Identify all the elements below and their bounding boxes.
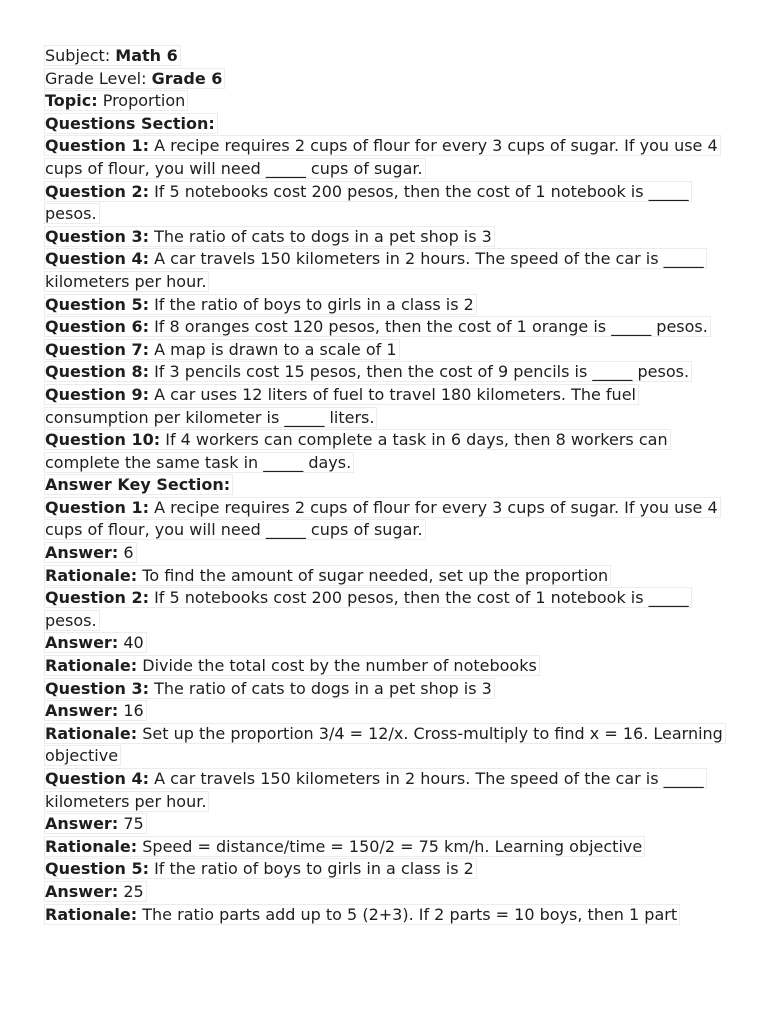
answer-label: Answer: — [45, 633, 119, 653]
rationale-text: To find the amount of sugar needed, set up the proportion — [142, 565, 609, 585]
answer-label: Answer: — [45, 701, 119, 721]
question-item — [45, 316, 735, 339]
question-item — [45, 384, 735, 429]
questions-list — [45, 135, 735, 474]
topic-line — [45, 90, 735, 113]
question-label: Question 3: — [45, 678, 149, 698]
question-label: Question 1: — [45, 497, 149, 517]
answer-value: 16 — [123, 701, 144, 721]
rationale-line — [45, 836, 735, 859]
answer-key-question — [45, 497, 735, 542]
rationale-line — [45, 565, 735, 588]
question-label: Question 5: — [45, 294, 149, 314]
rationale-text: Speed = distance/time = 150/2 = 75 km/h. Learning objective — [142, 836, 643, 856]
answer-key-title: Answer Key Section: — [45, 475, 231, 495]
rationale-line — [45, 904, 735, 927]
answer-label: Answer: — [45, 814, 119, 834]
question-label: Question 2: — [45, 588, 149, 608]
question-text: If the ratio of boys to girls in a class is 2 — [154, 859, 474, 879]
rationale-text: Divide the total cost by the number of notebooks — [142, 656, 537, 676]
question-text: If 4 workers can complete a task in 6 days, then 8 workers can complete the same task in _____ days. — [45, 430, 668, 472]
question-text: A map is drawn to a scale of 1 — [154, 339, 397, 359]
question-text: A car uses 12 liters of fuel to travel 180 kilometers. The fuel consumption per kilometer is _____ liters. — [45, 384, 636, 427]
answer-key-question — [45, 678, 735, 701]
rationale-label: Rationale: — [45, 836, 138, 856]
rationale-label: Rationale: — [45, 904, 138, 924]
subject-value: Math 6 — [115, 46, 178, 65]
answer-value: 40 — [123, 633, 144, 653]
answer-line — [45, 542, 735, 565]
question-label: Question 4: — [45, 249, 149, 269]
answer-line — [45, 813, 735, 836]
question-item — [45, 361, 735, 384]
question-label: Question 9: — [45, 384, 149, 404]
question-item — [45, 181, 735, 226]
question-label: Question 5: — [45, 859, 149, 879]
question-text: If 5 notebooks cost 200 pesos, then the cost of 1 notebook is _____ pesos. — [45, 588, 689, 630]
questions-section-title: Questions Section: — [45, 113, 215, 133]
question-label: Question 8: — [45, 362, 149, 382]
question-item — [45, 248, 735, 293]
rationale-label: Rationale: — [45, 656, 138, 676]
question-item — [45, 135, 735, 180]
topic-value: Proportion — [102, 91, 186, 111]
question-text: A recipe requires 2 cups of flour for every 3 cups of sugar. If you use 4 cups of flour, you will need _____ cups of sugar. — [45, 136, 718, 178]
question-label: Question 10: — [45, 430, 161, 450]
question-label: Question 2: — [45, 181, 149, 201]
subject-label: Subject: — [45, 46, 111, 65]
rationale-line — [45, 723, 735, 768]
rationale-text: Set up the proportion 3/4 = 12/x. Cross-multiply to find x = 16. Learning objective — [45, 723, 723, 766]
question-text: A car travels 150 kilometers in 2 hours. The speed of the car is _____ kilometers per hour. — [45, 249, 704, 291]
question-label: Question 3: — [45, 226, 149, 246]
topic-label: Topic: — [45, 91, 98, 111]
question-text: If 3 pencils cost 15 pesos, then the cost of 9 pencils is _____ pesos. — [154, 362, 690, 382]
worksheet-document — [45, 45, 735, 926]
question-item — [45, 339, 735, 362]
answer-line — [45, 881, 735, 904]
question-text: If 5 notebooks cost 200 pesos, then the cost of 1 notebook is _____ pesos. — [45, 181, 689, 224]
answer-value: 75 — [123, 814, 144, 834]
question-text: If 8 oranges cost 120 pesos, then the cost of 1 orange is _____ pesos. — [154, 317, 708, 337]
question-item — [45, 429, 735, 474]
question-text: If the ratio of boys to girls in a class is 2 — [154, 294, 474, 314]
question-label: Question 4: — [45, 769, 149, 788]
answer-key-question — [45, 858, 735, 881]
subject-line — [45, 45, 735, 68]
answer-value: 6 — [123, 543, 134, 563]
question-label: Question 1: — [45, 136, 149, 156]
question-item — [45, 294, 735, 317]
question-item — [45, 226, 735, 249]
grade-level-label: Grade Level: — [45, 68, 147, 88]
question-label: Question 6: — [45, 317, 149, 337]
answer-value: 25 — [123, 881, 144, 901]
rationale-label: Rationale: — [45, 565, 138, 585]
rationale-line — [45, 655, 735, 678]
answer-key-heading — [45, 474, 735, 497]
questions-section-heading — [45, 113, 735, 136]
rationale-text: The ratio parts add up to 5 (2+3). If 2 parts = 10 boys, then 1 part — [142, 904, 678, 924]
answer-key-question — [45, 768, 735, 813]
question-text: The ratio of cats to dogs in a pet shop is 3 — [154, 226, 492, 246]
answer-key-question — [45, 587, 735, 632]
question-text: The ratio of cats to dogs in a pet shop is 3 — [154, 678, 492, 698]
question-label: Question 7: — [45, 339, 149, 359]
answer-label: Answer: — [45, 881, 119, 901]
rationale-label: Rationale: — [45, 723, 138, 743]
question-text: A car travels 150 kilometers in 2 hours. The speed of the car is _____ kilometers per hour. — [45, 769, 704, 811]
answer-label: Answer: — [45, 543, 119, 563]
grade-level-line — [45, 68, 735, 91]
answer-line — [45, 632, 735, 655]
question-text: A recipe requires 2 cups of flour for every 3 cups of sugar. If you use 4 cups of flour, you will need _____ cups of sugar. — [45, 497, 718, 540]
answer-key-list — [45, 497, 735, 926]
grade-level-value: Grade 6 — [151, 68, 223, 88]
answer-line — [45, 700, 735, 723]
